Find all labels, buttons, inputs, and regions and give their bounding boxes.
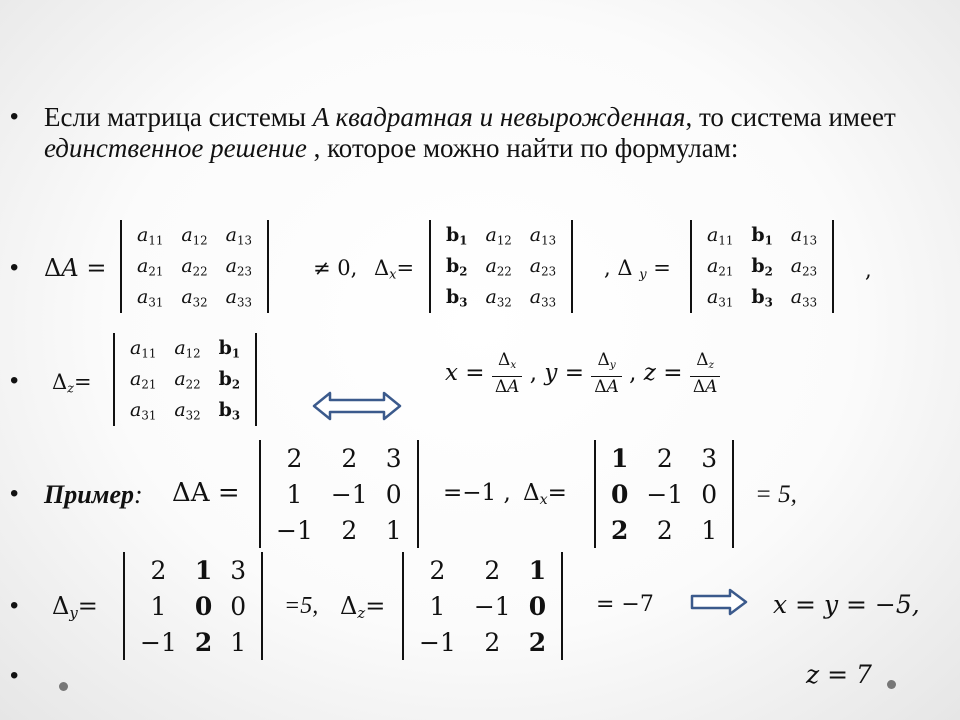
det-cell: 2 [611,515,629,545]
det-cell: $a_{23}$ [529,254,557,279]
det-cell: $a_{13}$ [790,223,818,248]
det-cell: 2 [429,555,446,585]
det-cell: $a_{13}$ [225,223,252,248]
det-cell: $a_{33}$ [225,285,252,310]
det-cell: $a_{33}$ [529,285,557,310]
delta-a-label: ΔA = [44,254,107,282]
det-cell: $a_{12}$ [181,223,208,248]
det-cell: 0 [701,479,718,509]
det-cell: 1 [429,591,446,621]
det-cell: −1 [140,627,177,657]
det-cell: 0 [230,591,247,621]
det-cell: 2 [528,627,547,657]
det-cell: $a_{11}$ [137,223,164,248]
cramer-formulas: x = $\frac{\Delta_x}{\Delta A}$ , y = $\frac{\Delta_y}{\Delta A}$ , z = $\frac{\Delta_z}{\Delta A}$ [445,350,720,398]
example-delta-a-label: ΔA = [172,478,240,508]
det-cell: $a_{12}$ [485,223,512,248]
det-cell: $a_{11}$ [130,336,157,361]
bullet-5: • [10,592,19,619]
det-cell: $b_2$ [218,367,241,392]
det-cell: 2 [341,443,358,473]
det-cell: 1 [194,555,213,585]
det-cell: $a_{21}$ [130,367,157,392]
delta-y-determinant [690,220,834,313]
det-cell: 1 [611,443,629,473]
det-cell: 1 [230,627,247,657]
example-delta-z-value: = −7 [596,592,654,617]
det-cell: $b_1$ [218,336,241,361]
det-cell: $a_{32}$ [174,398,201,423]
det-cell: 2 [150,555,167,585]
det-cell: $a_{31}$ [130,398,157,423]
example-label: Пример: [44,480,143,509]
det-cell: 0 [611,479,629,509]
det-cell: $a_{22}$ [485,254,512,279]
delta-x-determinant [429,220,573,313]
det-cell: −1 [419,627,456,657]
det-cell: 2 [484,555,501,585]
slide-dot-left [59,682,68,691]
det-cell: −1 [276,515,313,545]
det-cell: $a_{32}$ [485,285,512,310]
example-delta-x-label: $\Delta_x=$ [523,480,567,508]
intro-paragraph: Если матрица системы A квадратная и невырожденная, то система имеет единственное решение , которое можно найти по формулам: [44,102,896,163]
det-cell: 0 [385,479,402,509]
neq-zero: ≠ 0, [313,256,358,280]
example-delta-x-determinant [594,440,734,548]
example-delta-a-value: =−1 , [443,480,511,506]
delta-z-determinant [113,333,257,426]
det-cell: $a_{33}$ [790,285,818,310]
result-z: z = 7 [806,660,872,689]
det-cell: $b_3$ [446,285,468,310]
bullet-2: • [10,254,19,281]
bullet-1: • [10,103,19,130]
bullet-6: • [10,662,19,689]
det-cell: 3 [230,555,247,585]
det-cell: $b_1$ [446,223,468,248]
example-delta-y-value: =5, [284,593,319,619]
det-cell: $a_{31}$ [137,285,164,310]
det-cell: $b_1$ [751,223,773,248]
det-cell: $a_{23}$ [790,254,818,279]
slide-dot-right [887,680,896,689]
det-cell: $a_{23}$ [225,254,252,279]
det-cell: 2 [484,627,501,657]
det-cell: 1 [385,515,402,545]
det-cell: $b_2$ [751,254,773,279]
bullet-4: • [10,480,19,507]
det-cell: 2 [194,627,213,657]
det-cell: $b_3$ [218,398,241,423]
det-cell: −1 [330,479,368,509]
det-cell: $a_{32}$ [181,285,208,310]
det-cell: 1 [701,515,718,545]
bullet-3: • [10,367,19,394]
example-delta-z-label: $\Delta_z=$ [340,592,386,623]
example-delta-x-value: = 5, [755,481,797,508]
det-cell: $a_{11}$ [707,223,734,248]
det-cell: 2 [656,443,673,473]
delta-y-label: , Δ $_y$ = [604,256,671,283]
det-cell: $b_2$ [446,254,468,279]
right-arrow-icon [690,588,748,616]
det-cell: 2 [286,443,303,473]
det-cell: −1 [646,479,684,509]
det-cell: $a_{31}$ [707,285,734,310]
det-cell: 3 [385,443,402,473]
det-cell: $a_{21}$ [707,254,734,279]
delta-z-label: $\Delta_z=$ [52,370,92,397]
det-cell: 0 [528,591,547,621]
example-delta-y-label: $\Delta_y=$ [52,592,98,623]
det-cell: 0 [194,591,213,621]
det-cell: $b_3$ [751,285,773,310]
det-cell: 2 [656,515,673,545]
det-cell: $a_{21}$ [137,254,164,279]
det-cell: 1 [528,555,547,585]
example-delta-z-determinant [402,552,563,660]
det-cell: $a_{22}$ [181,254,208,279]
det-cell: $a_{12}$ [174,336,201,361]
result-xy: x = y = −5, [773,590,920,619]
det-cell: $a_{22}$ [174,367,201,392]
delta-x-label: $\Delta_x=$ [374,256,415,283]
delta-a-determinant [120,220,269,313]
det-cell: 2 [341,515,358,545]
det-cell: 1 [150,591,167,621]
det-cell: −1 [473,591,511,621]
det-cell: 1 [286,479,303,509]
double-arrow-icon [312,390,402,422]
det-cell: 3 [701,443,718,473]
example-delta-y-determinant [123,552,263,660]
det-cell: $a_{13}$ [529,223,557,248]
comma: , [865,258,872,282]
example-delta-a-determinant [259,440,419,548]
